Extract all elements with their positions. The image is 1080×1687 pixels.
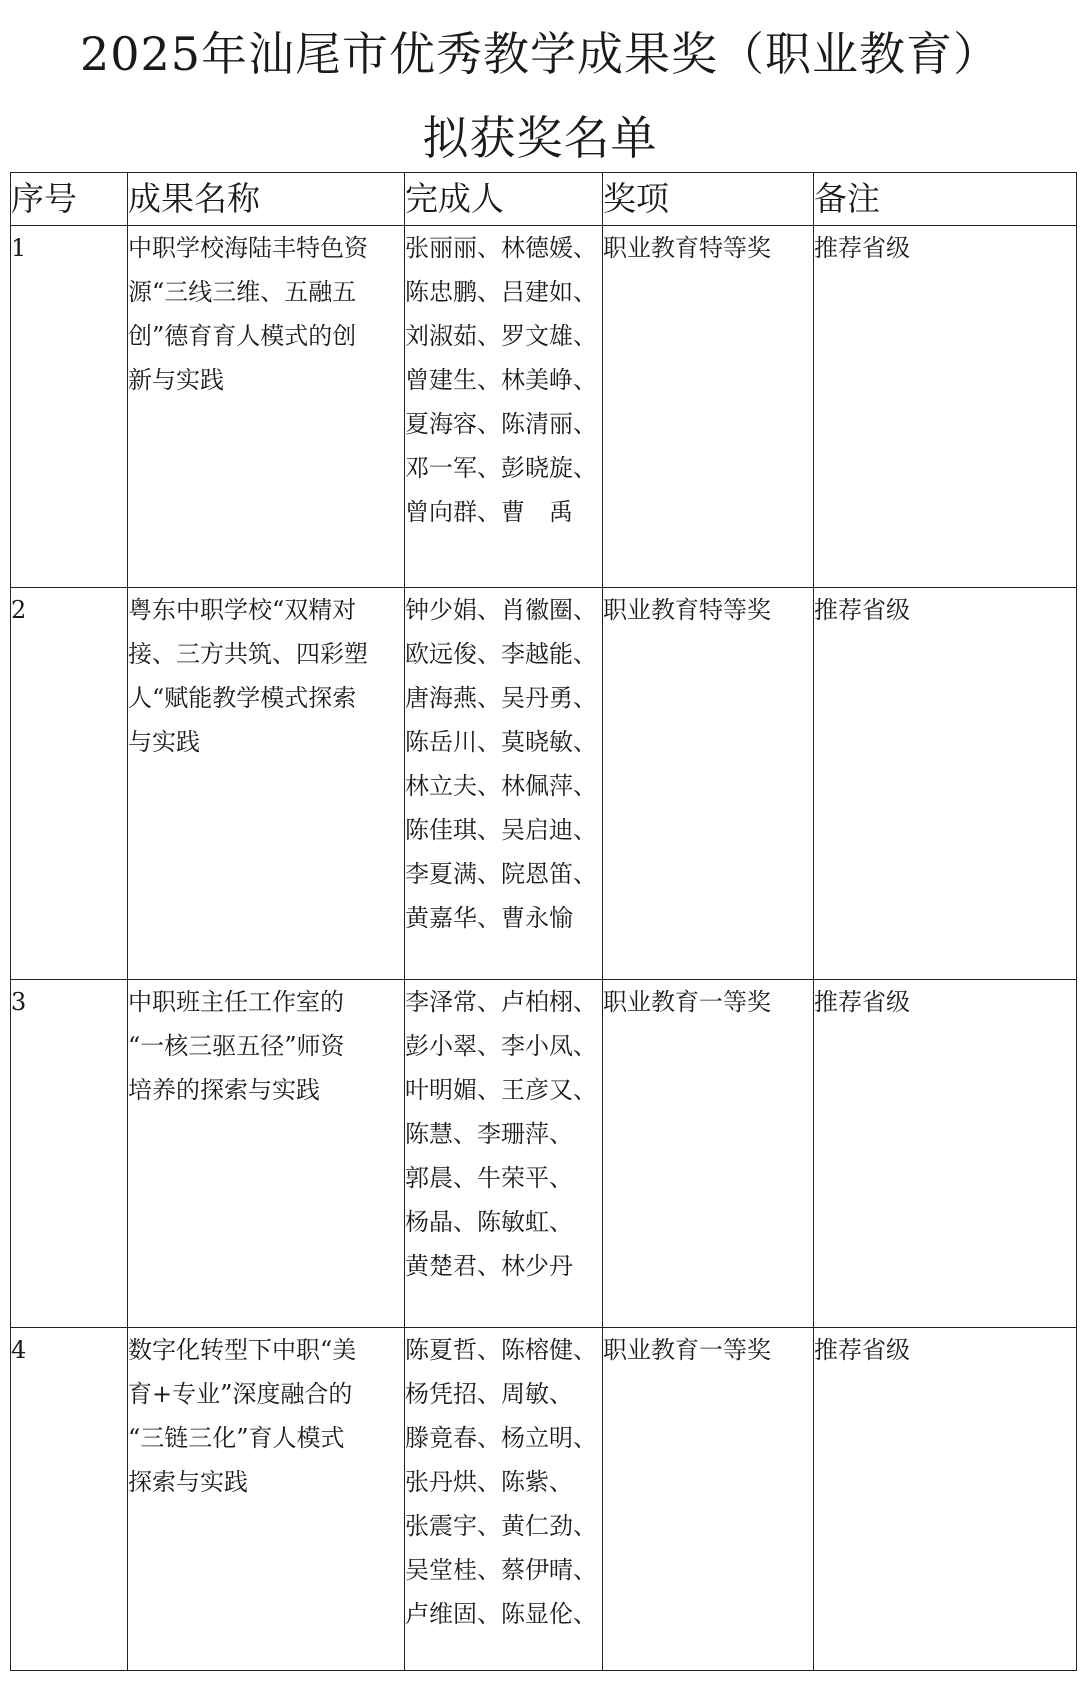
name-line: 与实践 (128, 728, 200, 756)
contributors-line: 陈夏哲、陈榕健、 (405, 1336, 597, 1364)
name-line: 中职学校海陆丰特色资 (128, 234, 368, 262)
row-remarks: 推荐省级 (814, 226, 1077, 588)
header-remarks: 备注 (814, 173, 1077, 226)
row-award: 职业教育特等奖 (603, 226, 814, 588)
header-contributors: 完成人 (405, 173, 603, 226)
row-achievement-name (128, 588, 405, 980)
name-line: 育+专业”深度融合的 (128, 1380, 353, 1408)
contributors-line: 刘淑茹、罗文雄、 (405, 322, 597, 350)
row-award: 职业教育特等奖 (603, 588, 814, 980)
contributors-line: 林立夫、林佩萍、 (405, 772, 597, 800)
row-serial-number: 1 (11, 226, 128, 588)
contributors-line: 陈岳川、莫晓敏、 (405, 728, 597, 756)
header-achievement-name: 成果名称 (128, 173, 405, 226)
header-award: 奖项 (603, 173, 814, 226)
name-line: 新与实践 (128, 366, 224, 394)
contributors-line: 吴堂桂、蔡伊晴、 (405, 1556, 597, 1584)
contributors-line: 黄嘉华、曹永愉 (405, 904, 573, 932)
contributors-line: 卢维固、陈显伦、 (405, 1600, 597, 1628)
contributors-line: 曾向群、曹 禹 (405, 498, 573, 526)
row-contributors (405, 1328, 603, 1671)
row-award: 职业教育一等奖 (603, 1328, 814, 1671)
row-award: 职业教育一等奖 (603, 980, 814, 1328)
row-remarks: 推荐省级 (814, 980, 1077, 1328)
name-line: 中职班主任工作室的 (128, 988, 344, 1016)
row-contributors (405, 588, 603, 980)
table-row (11, 588, 1077, 980)
contributors-line: 杨凭招、周敏、 (405, 1380, 573, 1408)
contributors-line: 张丹烘、陈紫、 (405, 1468, 573, 1496)
contributors-line: 黄楚君、林少丹 (405, 1252, 573, 1280)
contributors-line: 欧远俊、李越能、 (405, 640, 597, 668)
contributors-line: 陈慧、李珊萍、 (405, 1120, 573, 1148)
contributors-line: 彭小翠、李小凤、 (405, 1032, 597, 1060)
row-contributors (405, 980, 603, 1328)
row-contributors (405, 226, 603, 588)
contributors-line: 夏海容、陈清丽、 (405, 410, 597, 438)
document-title-line-1: 2025年汕尾市优秀教学成果奖（职业教育） (79, 27, 1001, 81)
document-title-line-2: 拟获奖名单 (422, 111, 658, 165)
name-line: 粤东中职学校“双精对 (128, 596, 357, 624)
name-line: 人“赋能教学模式探索 (128, 684, 357, 712)
contributors-line: 郭晨、牛荣平、 (405, 1164, 573, 1192)
contributors-line: 李泽常、卢柏栩、 (405, 988, 597, 1016)
contributors-line: 张丽丽、林德媛、 (405, 234, 597, 262)
contributors-line: 钟少娟、肖徽圈、 (405, 596, 597, 624)
table-header-row (11, 173, 1077, 226)
contributors-line: 陈佳琪、吴启迪、 (405, 816, 597, 844)
name-line: “一核三驱五径”师资 (128, 1032, 345, 1060)
header-serial-number: 序号 (11, 173, 128, 226)
name-line: 探索与实践 (128, 1468, 248, 1496)
table-row (11, 226, 1077, 588)
row-achievement-name (128, 1328, 405, 1671)
row-achievement-name (128, 226, 405, 588)
contributors-line: 陈忠鹏、吕建如、 (405, 278, 597, 306)
name-line: “三链三化”育人模式 (128, 1424, 345, 1452)
row-remarks: 推荐省级 (814, 1328, 1077, 1671)
contributors-line: 唐海燕、吴丹勇、 (405, 684, 597, 712)
contributors-line: 叶明媚、王彦又、 (405, 1076, 597, 1104)
name-line: 接、三方共筑、四彩塑 (128, 640, 368, 668)
contributors-line: 张震宇、黄仁劲、 (405, 1512, 597, 1540)
contributors-line: 曾建生、林美峥、 (405, 366, 597, 394)
row-serial-number: 2 (11, 588, 128, 980)
name-line: 数字化转型下中职“美 (128, 1336, 357, 1364)
name-line: 培养的探索与实践 (128, 1076, 320, 1104)
name-line: 创”德育育人模式的创 (128, 322, 357, 350)
award-list-table (10, 172, 1077, 1671)
contributors-line: 李夏满、院恩笛、 (405, 860, 597, 888)
contributors-line: 滕竟春、杨立明、 (405, 1424, 597, 1452)
row-serial-number: 3 (11, 980, 128, 1328)
table-row (11, 1328, 1077, 1671)
row-serial-number: 4 (11, 1328, 128, 1671)
contributors-line: 邓一军、彭晓旋、 (405, 454, 597, 482)
row-achievement-name (128, 980, 405, 1328)
table-row (11, 980, 1077, 1328)
name-line: 源“三线三维、五融五 (128, 278, 357, 306)
row-remarks: 推荐省级 (814, 588, 1077, 980)
contributors-line: 杨晶、陈敏虹、 (405, 1208, 573, 1236)
